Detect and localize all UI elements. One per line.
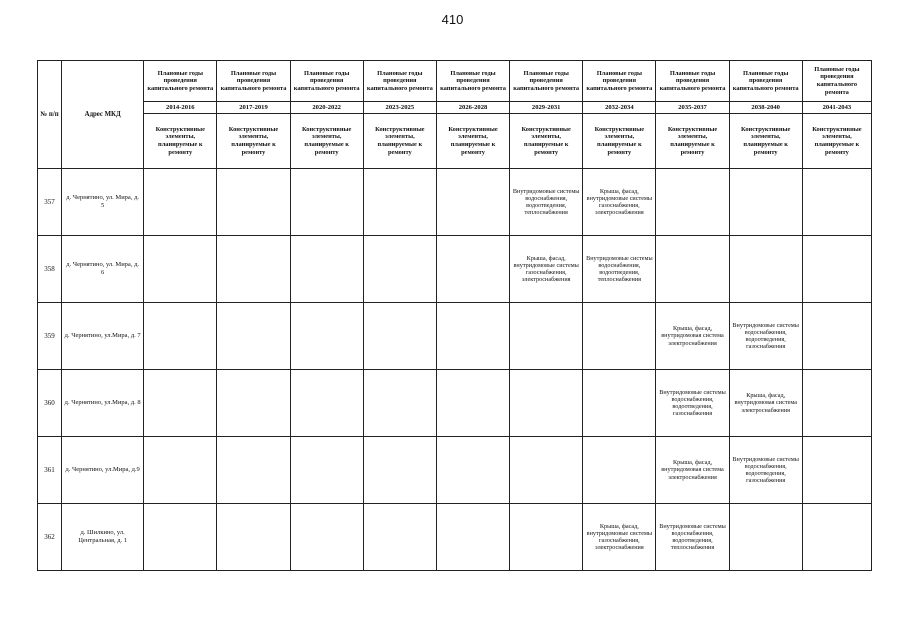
planned-works-cell (729, 169, 802, 236)
header-years: 2038-2040 (729, 102, 802, 114)
page-number: 410 (441, 12, 464, 27)
planned-works-cell (144, 169, 217, 236)
planned-works-cell (290, 437, 363, 504)
planned-works-cell (656, 169, 729, 236)
header-elements-label: Конструктивные элементы, планируемые к ремонту (802, 114, 871, 169)
planned-works-cell (436, 236, 509, 303)
planned-works-cell (802, 236, 871, 303)
planned-works-cell (436, 303, 509, 370)
header-elements-label: Конструктивные элементы, планируемые к ремонту (583, 114, 656, 169)
planned-works-cell (436, 437, 509, 504)
header-row-elements (38, 114, 872, 169)
planned-works-cell (144, 236, 217, 303)
header-period-label: Плановые годы проведения капитального ремонта (217, 61, 290, 102)
header-period-label: Плановые годы проведения капитального ремонта (802, 61, 871, 102)
header-elements-label: Конструктивные элементы, планируемые к ремонту (510, 114, 583, 169)
header-years: 2020-2022 (290, 102, 363, 114)
header-years: 2029-2031 (510, 102, 583, 114)
header-period-label: Плановые годы проведения капитального ремонта (290, 61, 363, 102)
row-number: 362 (38, 504, 62, 571)
header-period-label: Плановые годы проведения капитального ремонта (363, 61, 436, 102)
header-years: 2023-2025 (363, 102, 436, 114)
planned-works-cell (363, 437, 436, 504)
row-number: 359 (38, 303, 62, 370)
planned-works-cell: Крыша, фасад, внутридомовая система электроснабжения (656, 437, 729, 504)
header-elements-label: Конструктивные элементы, планируемые к ремонту (363, 114, 436, 169)
header-elements-label: Конструктивные элементы, планируемые к ремонту (656, 114, 729, 169)
header-period-label: Плановые годы проведения капитального ремонта (510, 61, 583, 102)
planned-works-cell (802, 504, 871, 571)
header-period-label: Плановые годы проведения капитального ремонта (656, 61, 729, 102)
table-row (38, 437, 872, 504)
planned-works-cell (583, 303, 656, 370)
row-address: д. Чернятино, ул. Мира, д. 5 (62, 169, 144, 236)
header-years: 2035-2037 (656, 102, 729, 114)
row-number: 357 (38, 169, 62, 236)
row-address: д. Чернятино, ул. Мира, д. 6 (62, 236, 144, 303)
planned-works-cell (436, 370, 509, 437)
row-address: д. Чернятино, ул.Мира, д.9 (62, 437, 144, 504)
planned-works-cell: Крыша, фасад, внутридомовая система электроснабжения (656, 303, 729, 370)
planned-works-cell (436, 169, 509, 236)
planned-works-cell: Внутридомовые системы водоснабжения, водоотведения, теплоснабжения (583, 236, 656, 303)
planned-works-cell (363, 370, 436, 437)
planned-works-cell (510, 303, 583, 370)
table-header (38, 61, 872, 169)
header-years: 2014-2016 (144, 102, 217, 114)
planned-works-cell (729, 236, 802, 303)
planned-works-cell: Крыша, фасад, внутридомовые системы газоснабжения, электроснабжения (583, 169, 656, 236)
planned-works-cell (290, 303, 363, 370)
planned-works-cell (802, 437, 871, 504)
planned-works-cell (363, 303, 436, 370)
planned-works-cell (144, 370, 217, 437)
planned-works-cell: Внутридомовые системы водоснабжения, водоотведения, теплоснабжения (656, 504, 729, 571)
header-elements-label: Конструктивные элементы, планируемые к ремонту (144, 114, 217, 169)
planned-works-cell (290, 370, 363, 437)
planned-works-cell (510, 437, 583, 504)
row-number: 360 (38, 370, 62, 437)
planned-works-cell (583, 437, 656, 504)
header-years: 2032-2034 (583, 102, 656, 114)
planned-works-cell (217, 370, 290, 437)
planned-works-cell (217, 169, 290, 236)
planned-works-cell (802, 370, 871, 437)
header-row-period (38, 61, 872, 102)
planned-works-cell (729, 504, 802, 571)
header-years: 2026-2028 (436, 102, 509, 114)
planned-works-cell (290, 236, 363, 303)
table-row (38, 169, 872, 236)
header-num: № п/п (38, 61, 62, 169)
row-address: д. Шилкино, ул. Центральная, д. 1 (62, 504, 144, 571)
header-years: 2017-2019 (217, 102, 290, 114)
header-elements-label: Конструктивные элементы, планируемые к ремонту (217, 114, 290, 169)
planned-works-cell (656, 236, 729, 303)
header-period-label: Плановые годы проведения капитального ремонта (436, 61, 509, 102)
row-address: д. Чернятино, ул.Мира, д. 7 (62, 303, 144, 370)
planned-works-cell: Крыша, фасад, внутридомовая система электроснабжения (729, 370, 802, 437)
header-address: Адрес МКД (62, 61, 144, 169)
planned-works-cell (583, 370, 656, 437)
planned-works-cell (144, 504, 217, 571)
row-number: 358 (38, 236, 62, 303)
planned-works-cell (217, 504, 290, 571)
planned-works-cell: Внутридомовые системы водоснабжения, водоотведения, газоснабжения (729, 437, 802, 504)
planned-works-cell (802, 169, 871, 236)
planned-works-cell (144, 437, 217, 504)
planned-works-cell (290, 169, 363, 236)
planned-works-cell: Внутридомовые системы водоснабжения, водоотведения, теплоснабжения (510, 169, 583, 236)
planned-works-cell (802, 303, 871, 370)
planned-works-cell: Внутридомовые системы водоснабжения, водоотведения, газоснабжения (729, 303, 802, 370)
header-period-label: Плановые годы проведения капитального ремонта (144, 61, 217, 102)
planned-works-cell (363, 504, 436, 571)
capital-repair-plan-table (37, 60, 872, 571)
table-row (38, 370, 872, 437)
planned-works-cell: Крыша, фасад, внутридомовые системы газоснабжения, электроснабжения (583, 504, 656, 571)
planned-works-cell (436, 504, 509, 571)
planned-works-cell (363, 169, 436, 236)
planned-works-cell (144, 303, 217, 370)
planned-works-cell (510, 370, 583, 437)
header-elements-label: Конструктивные элементы, планируемые к ремонту (729, 114, 802, 169)
planned-works-cell (217, 437, 290, 504)
row-address: д. Чернятино, ул.Мира, д. 8 (62, 370, 144, 437)
table-row (38, 236, 872, 303)
table-body (38, 169, 872, 571)
header-period-label: Плановые годы проведения капитального ремонта (583, 61, 656, 102)
planned-works-cell (510, 504, 583, 571)
planned-works-cell: Внутридомовые системы водоснабжения, водоотведения, газоснабжения (656, 370, 729, 437)
header-elements-label: Конструктивные элементы, планируемые к ремонту (436, 114, 509, 169)
planned-works-cell: Крыша, фасад, внутридомовые системы газоснабжения, электроснабжения (510, 236, 583, 303)
table-row (38, 504, 872, 571)
table-row (38, 303, 872, 370)
row-number: 361 (38, 437, 62, 504)
header-years: 2041-2043 (802, 102, 871, 114)
planned-works-cell (217, 236, 290, 303)
planned-works-cell (217, 303, 290, 370)
header-elements-label: Конструктивные элементы, планируемые к ремонту (290, 114, 363, 169)
planned-works-cell (363, 236, 436, 303)
planned-works-cell (290, 504, 363, 571)
header-row-years (38, 102, 872, 114)
header-period-label: Плановые годы проведения капитального ремонта (729, 61, 802, 102)
